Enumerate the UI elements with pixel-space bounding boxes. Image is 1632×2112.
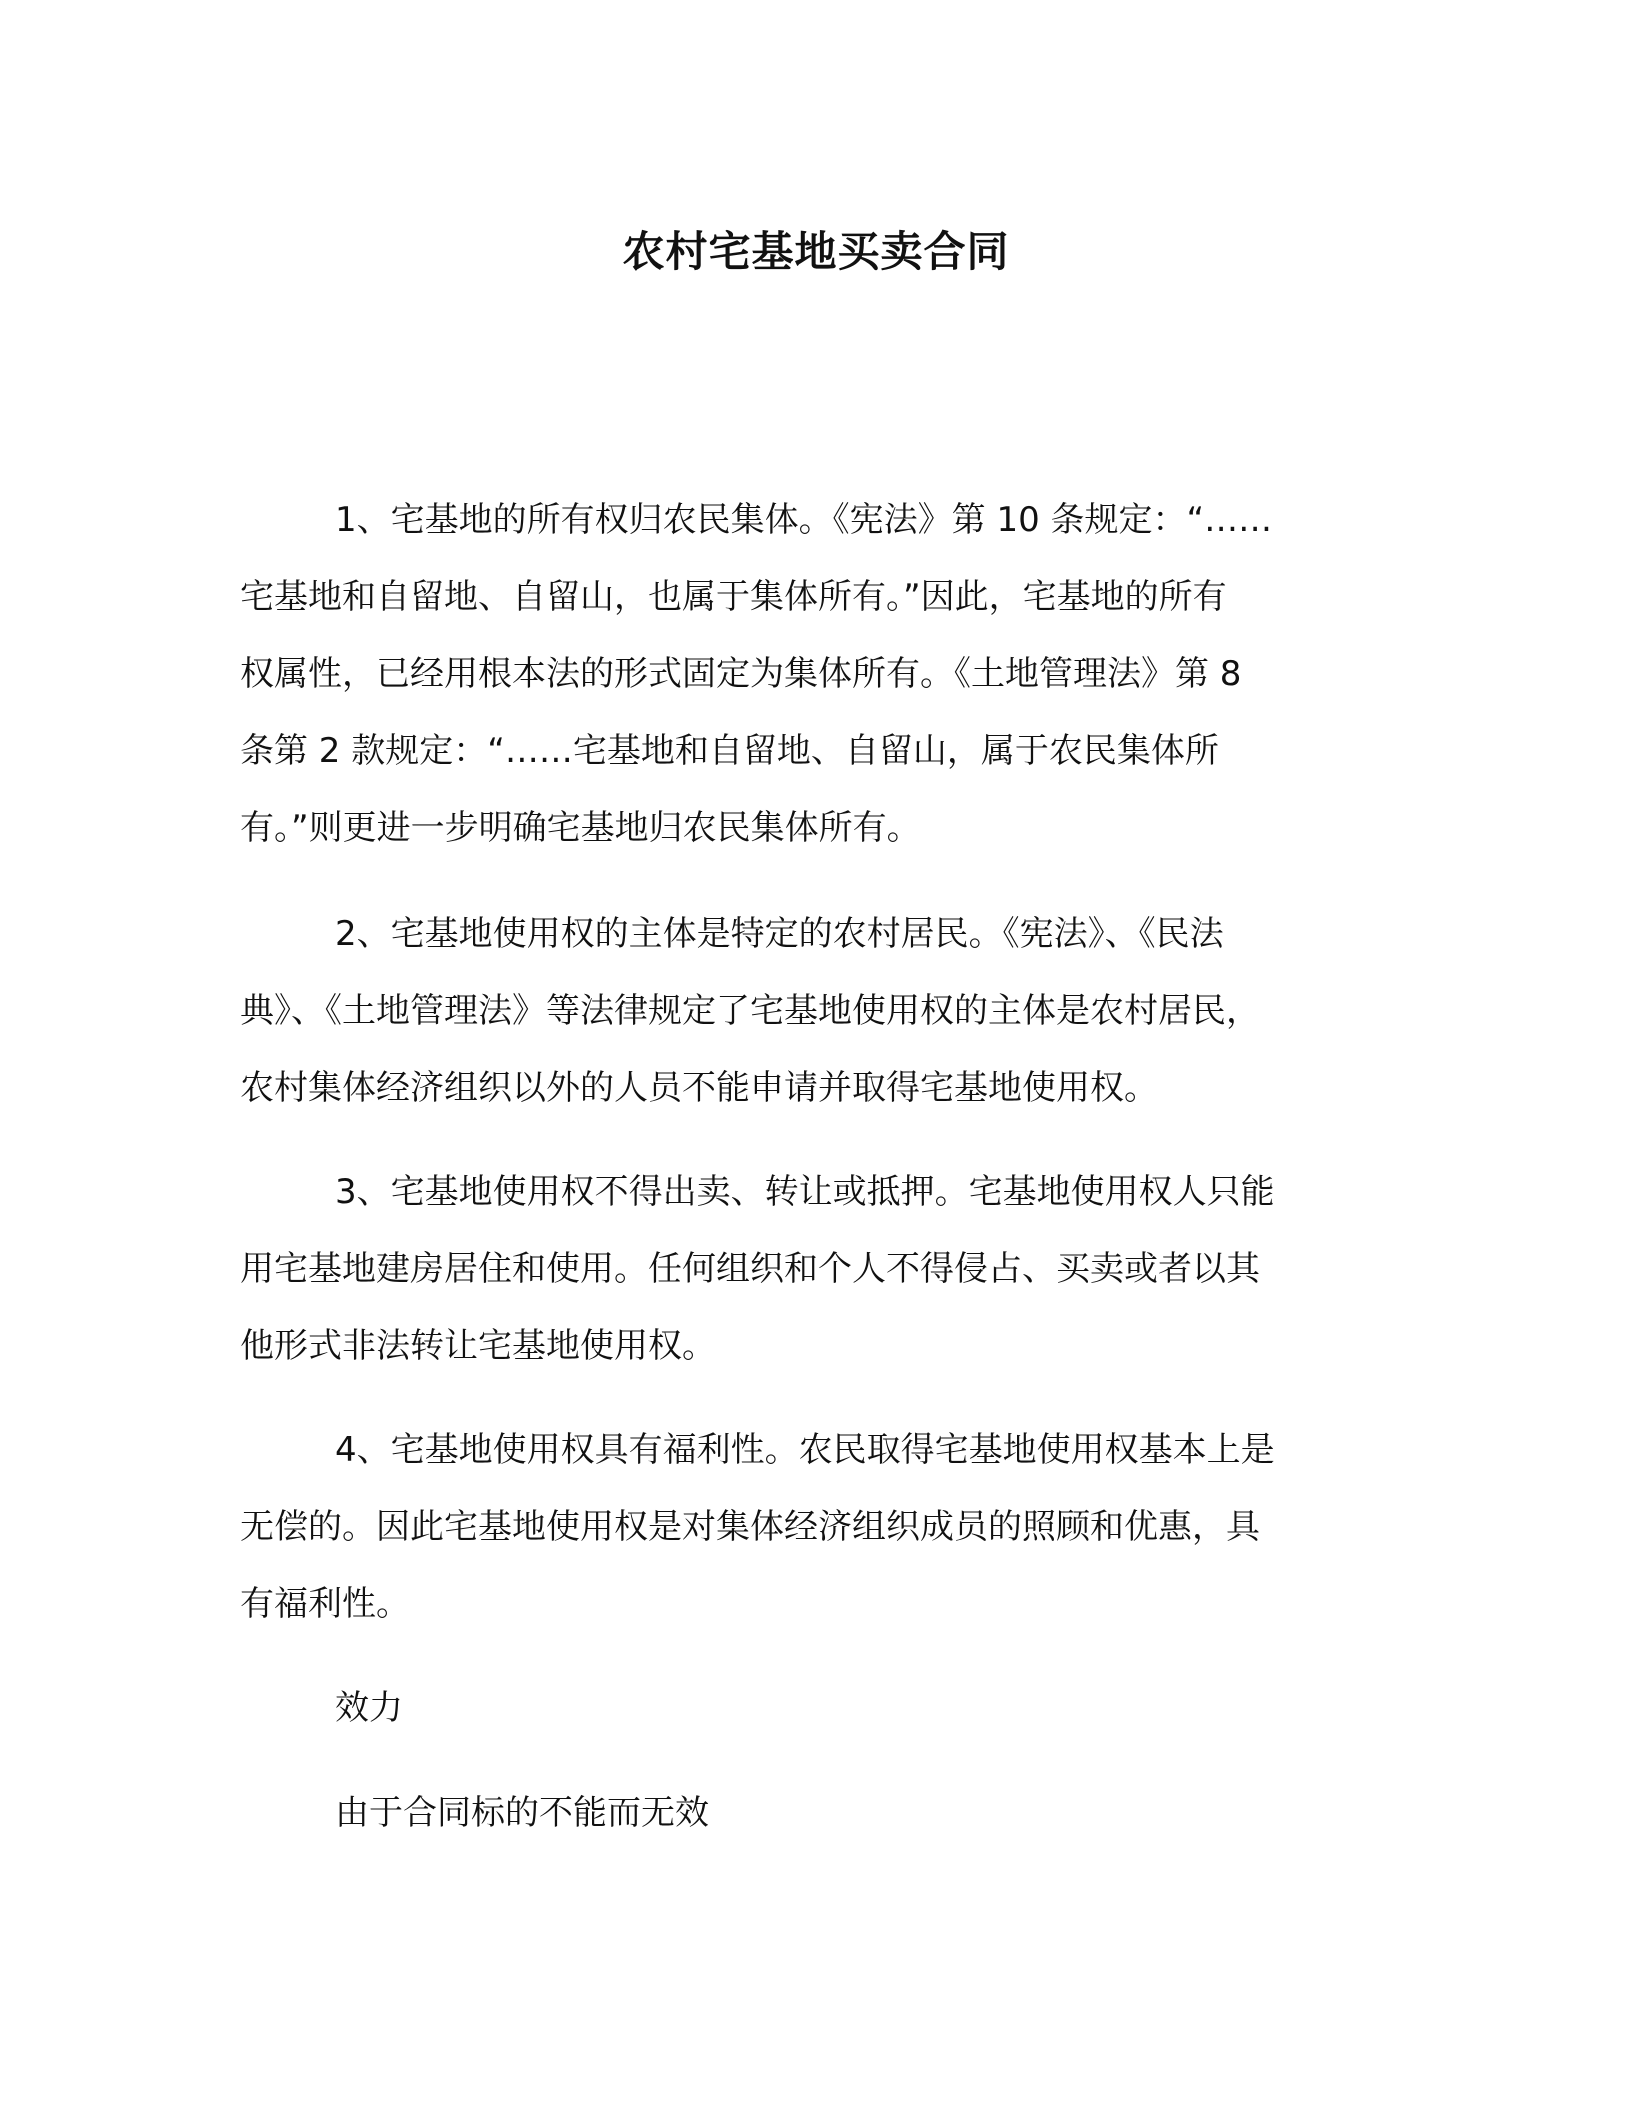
document-title: 农村宅基地买卖合同 bbox=[622, 227, 1010, 276]
paragraph-subject bbox=[240, 896, 1380, 1127]
section-heading-text: 效力 bbox=[335, 1688, 403, 1728]
paragraph-line: 宅基地和自留地、自留山，也属于集体所有。”因此，宅基地的所有 bbox=[240, 577, 1227, 617]
paragraph-line: 条第 2 款规定：“……宅基地和自留地、自留山，属于农民集体所 bbox=[240, 731, 1219, 771]
section-heading-invalid bbox=[240, 1775, 1380, 1852]
paragraph-line: 无偿的。因此宅基地使用权是对集体经济组织成员的照顾和优惠，具 bbox=[240, 1507, 1260, 1547]
paragraph-text bbox=[240, 1154, 1380, 1385]
paragraph-line: 4、宅基地使用权具有福利性。农民取得宅基地使用权基本上是 bbox=[335, 1430, 1275, 1470]
section-heading-text: 由于合同标的不能而无效 bbox=[335, 1793, 709, 1833]
paragraph-ownership bbox=[240, 482, 1380, 867]
paragraph-text bbox=[240, 896, 1380, 1127]
paragraph-line: 权属性，已经用根本法的形式固定为集体所有。《土地管理法》第 8 bbox=[240, 654, 1242, 694]
paragraph-line: 农村集体经济组织以外的人员不能申请并取得宅基地使用权。 bbox=[240, 1068, 1158, 1108]
paragraph-transfer bbox=[240, 1154, 1380, 1385]
paragraph-welfare bbox=[240, 1412, 1380, 1643]
paragraph-line: 用宅基地建房居住和使用。任何组织和个人不得侵占、买卖或者以其 bbox=[240, 1249, 1260, 1289]
section-heading-effect bbox=[240, 1670, 1380, 1747]
paragraph-line: 有。”则更进一步明确宅基地归农民集体所有。 bbox=[240, 808, 921, 848]
paragraph-text bbox=[240, 1412, 1380, 1643]
paragraph-line: 1、宅基地的所有权归农民集体。《宪法》第 10 条规定：“…… bbox=[335, 500, 1273, 540]
paragraph-line: 典》、《土地管理法》等法律规定了宅基地使用权的主体是农村居民， bbox=[240, 991, 1260, 1031]
paragraph-line: 2、宅基地使用权的主体是特定的农村居民。《宪法》、《民法 bbox=[335, 914, 1224, 954]
paragraph-text bbox=[240, 482, 1380, 867]
paragraph-line: 3、宅基地使用权不得出卖、转让或抵押。宅基地使用权人只能 bbox=[335, 1172, 1275, 1212]
paragraph-line: 他形式非法转让宅基地使用权。 bbox=[240, 1326, 716, 1366]
paragraph-line: 有福利性。 bbox=[240, 1584, 410, 1624]
